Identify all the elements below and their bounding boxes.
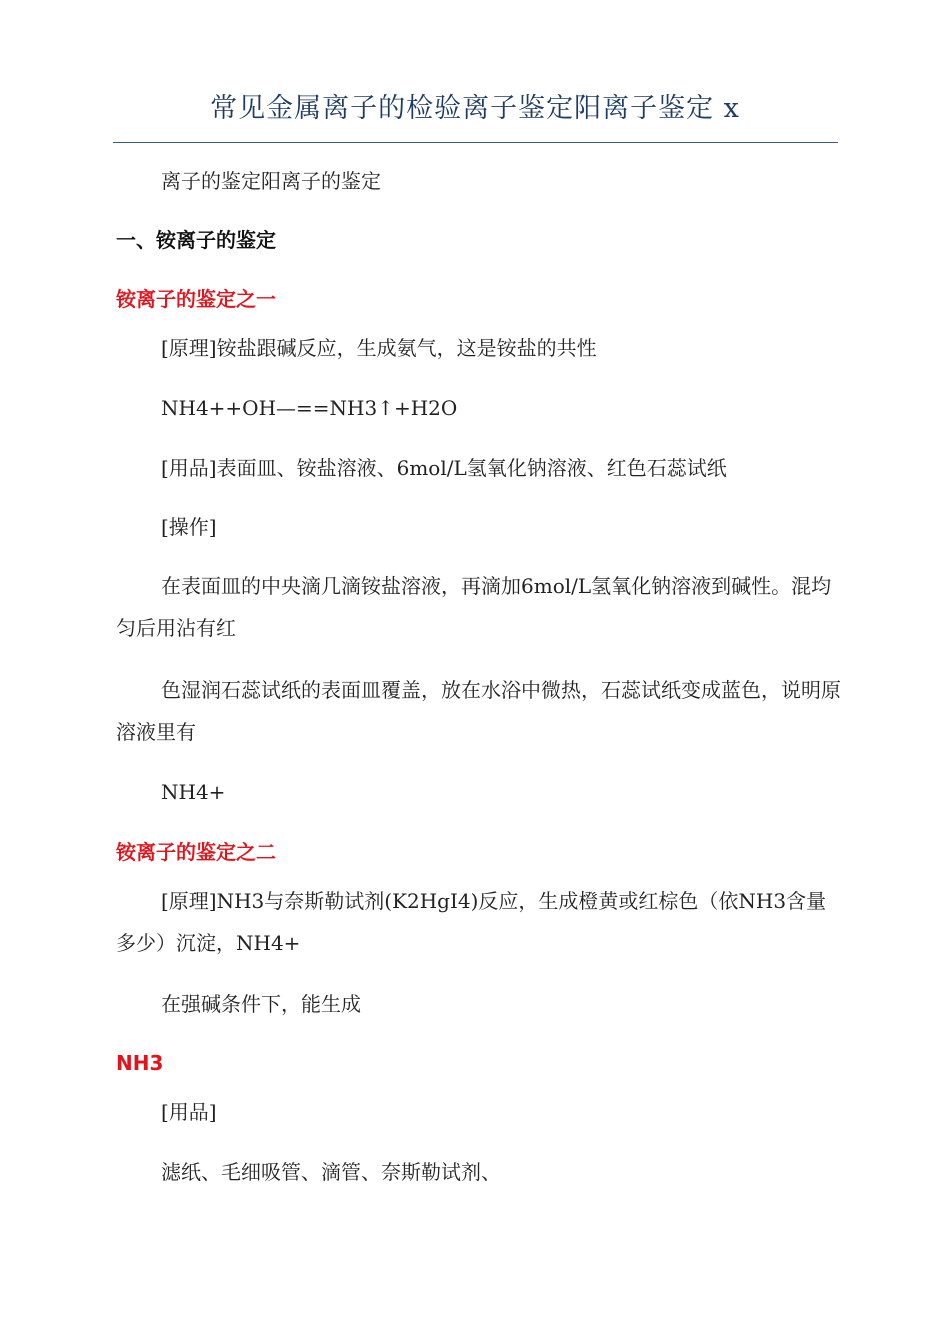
nh3-label: NH3 xyxy=(116,1051,164,1075)
operation-paragraph-1: 在表面皿的中央滴几滴铵盐溶液，再滴加6mol/L氢氧化钠溶液到碱性。混均匀后用沾有红 xyxy=(116,574,832,640)
section-heading-ammonium: 一、铵离子的鉴定 xyxy=(116,228,276,252)
operation-label: [操作] xyxy=(161,515,217,539)
subheading-method-two: 铵离子的鉴定之二 xyxy=(116,840,276,864)
operation-paragraph-2: 色湿润石蕊试纸的表面皿覆盖，放在水浴中微热，石蕊试纸变成蓝色，说明原溶液里有 xyxy=(116,678,841,744)
subheading-method-one: 铵离子的鉴定之一 xyxy=(116,287,276,311)
condition-paragraph: 在强碱条件下，能生成 xyxy=(161,992,361,1016)
principle-paragraph-two: [原理]NH3与奈斯勒试剂(K2HgI4)反应，生成橙黄或红棕色（依NH3含量多少）沉淀，NH4+ xyxy=(116,889,827,955)
supplies-paragraph-two: 滤纸、毛细吸管、滴管、奈斯勒试剂、 xyxy=(161,1160,501,1184)
intro-paragraph: 离子的鉴定阳离子的鉴定 xyxy=(161,169,381,193)
supplies-paragraph-one: [用品]表面皿、铵盐溶液、6mol/L氢氧化钠溶液、红色石蕊试纸 xyxy=(161,456,727,480)
title-rule xyxy=(113,142,838,143)
supplies-label-two: [用品] xyxy=(161,1100,217,1124)
conclusion-nh4: NH4+ xyxy=(161,780,226,804)
document-title: 常见金属离子的检验离子鉴定阳离子鉴定 x xyxy=(210,93,740,124)
principle-paragraph-one: [原理]铵盐跟碱反应，生成氨气，这是铵盐的共性 xyxy=(161,336,597,360)
reaction-equation: NH4++OH—==NH3↑+H2O xyxy=(161,396,458,420)
